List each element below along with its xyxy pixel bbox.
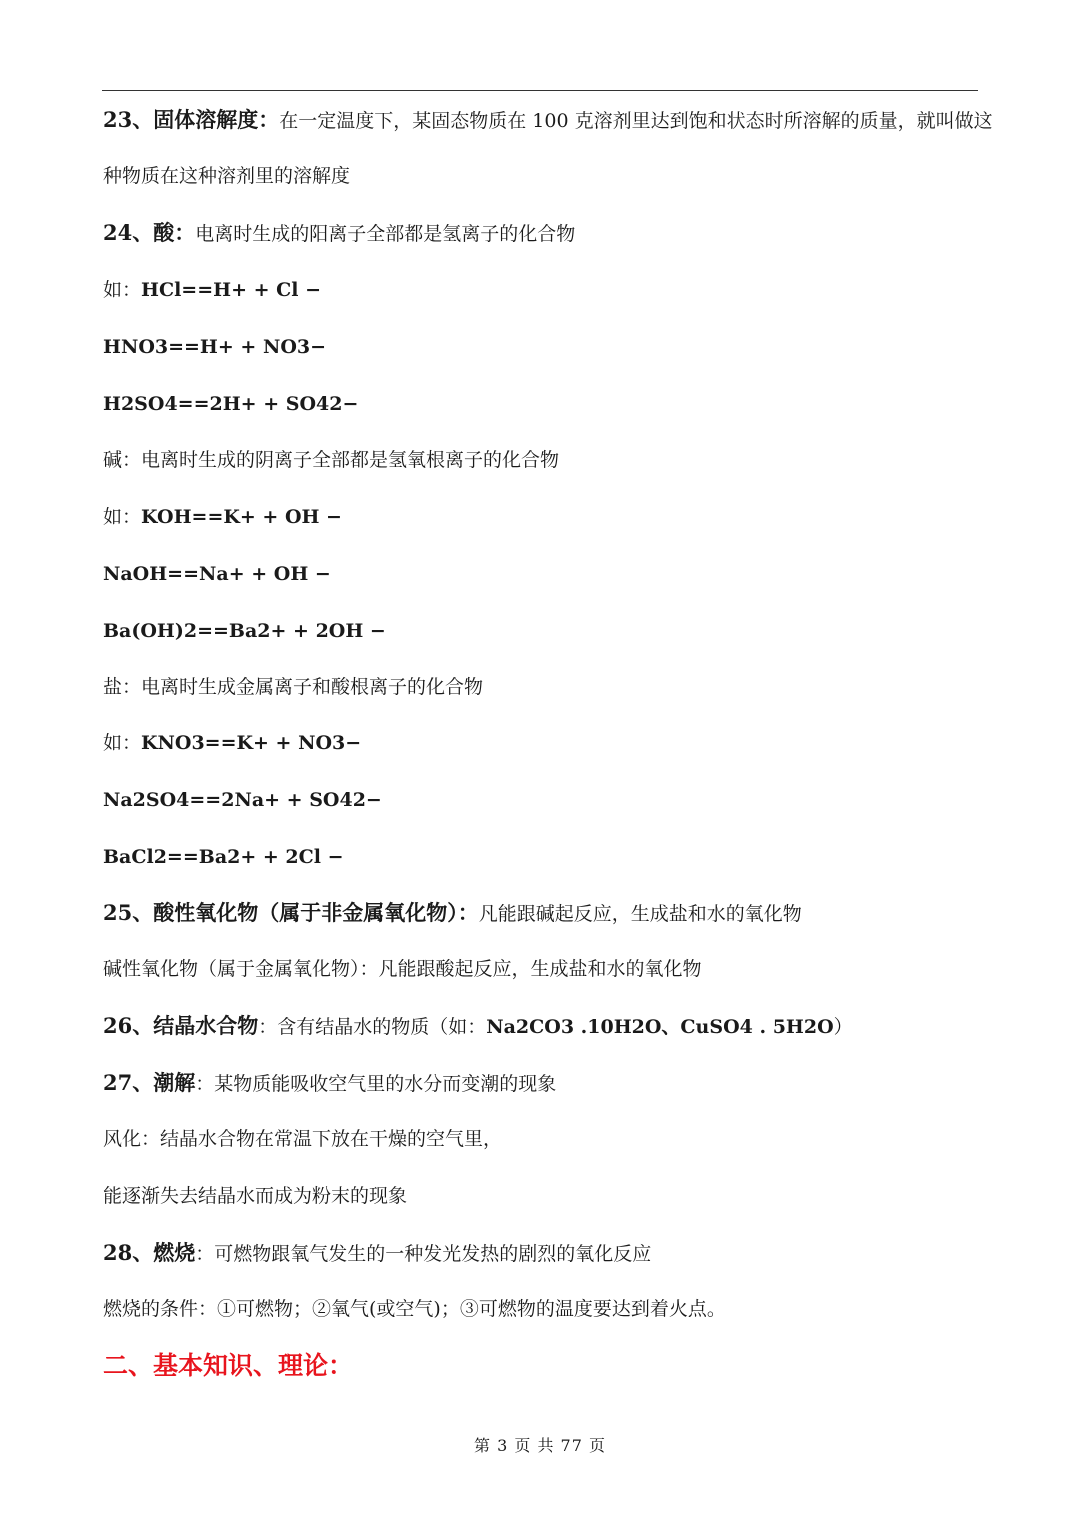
acid-equation-1 (103, 278, 983, 302)
item-26-term: 结晶水合物 (153, 1013, 259, 1038)
basic-oxide-definition: 碱性氧化物（属于金属氧化物）：凡能跟酸起反应，生成盐和水的氧化物 (103, 958, 702, 980)
item-28-term: 燃烧 (153, 1240, 196, 1265)
item-25-number: 25、 (103, 900, 154, 925)
salt-definition: 盐：电离时生成金属离子和酸根离子的化合物 (103, 676, 484, 698)
item-24-term: 酸： (153, 220, 196, 245)
weathering-line-1: 风化：结晶水合物在常温下放在干燥的空气里， (103, 1128, 503, 1150)
base-equation-2: NaOH==Na+ + OH − (103, 563, 331, 585)
item-25 (103, 901, 983, 926)
item-27-definition: ：某物质能吸收空气里的水分而变潮的现象 (195, 1073, 557, 1095)
item-26-number: 26、 (103, 1013, 154, 1038)
item-28-definition: ：可燃物跟氧气发生的一种发光发热的剧烈的氧化反应 (195, 1243, 652, 1265)
example-prefix: 如： (103, 279, 142, 301)
item-23-number: 23、 (103, 107, 154, 132)
acid-equation-2: HNO3==H+ + NO3− (103, 336, 327, 358)
base-equation-1 (103, 505, 983, 529)
equation: HCl==H+ + Cl − (141, 279, 322, 301)
item-24-number: 24、 (103, 220, 154, 245)
example-prefix: 如： (103, 506, 142, 528)
item-24 (103, 221, 983, 246)
item-23-definition: 在一定温度下，某固态物质在 100 克溶剂里达到饱和状态时所溶解的质量，就叫做这 (279, 110, 993, 132)
item-23-term: 固体溶解度： (153, 107, 280, 132)
item-27 (103, 1071, 983, 1096)
item-28 (103, 1241, 983, 1266)
base-definition: 碱：电离时生成的阴离子全部都是氢氧根离子的化合物 (103, 449, 560, 471)
item-24-definition: 电离时生成的阳离子全部都是氢离子的化合物 (195, 223, 576, 245)
weathering-line-2: 能逐渐失去结晶水而成为粉末的现象 (103, 1185, 408, 1207)
section-heading: 二、基本知识、理论： (103, 1351, 354, 1380)
item-26-formula: Na2CO3 .10H2O、CuSO4 . 5H2O (486, 1016, 834, 1038)
example-prefix: 如： (103, 732, 142, 754)
item-26-close: ） (833, 1016, 853, 1038)
item-27-number: 27、 (103, 1070, 154, 1095)
item-27-term: 潮解 (153, 1070, 196, 1095)
salt-equation-3: BaCl2==Ba2+ + 2Cl − (103, 846, 344, 868)
item-26-definition: ：含有结晶水的物质（如： (258, 1016, 487, 1038)
item-28-number: 28、 (103, 1240, 154, 1265)
item-26 (103, 1014, 983, 1039)
item-25-definition: 凡能跟碱起反应，生成盐和水的氧化物 (478, 903, 802, 925)
salt-equation-2: Na2SO4==2Na+ + SO42− (103, 789, 382, 811)
header-rule (102, 90, 978, 91)
item-23-line1 (103, 107, 993, 133)
acid-equation-3: H2SO4==2H+ + SO42− (103, 393, 359, 415)
item-25-term: 酸性氧化物（属于非金属氧化物）： (153, 900, 479, 925)
salt-equation-1 (103, 731, 983, 755)
combustion-conditions: 燃烧的条件：①可燃物；②氧气(或空气)；③可燃物的温度要达到着火点。 (103, 1298, 726, 1320)
equation: KOH==K+ + OH − (141, 506, 342, 528)
equation: KNO3==K+ + NO3− (141, 732, 362, 754)
base-equation-3: Ba(OH)2==Ba2+ + 2OH − (103, 620, 386, 642)
item-23-line2: 种物质在这种溶剂里的溶解度 (103, 165, 351, 187)
page-footer: 第 3 页 共 77 页 (474, 1436, 606, 1455)
